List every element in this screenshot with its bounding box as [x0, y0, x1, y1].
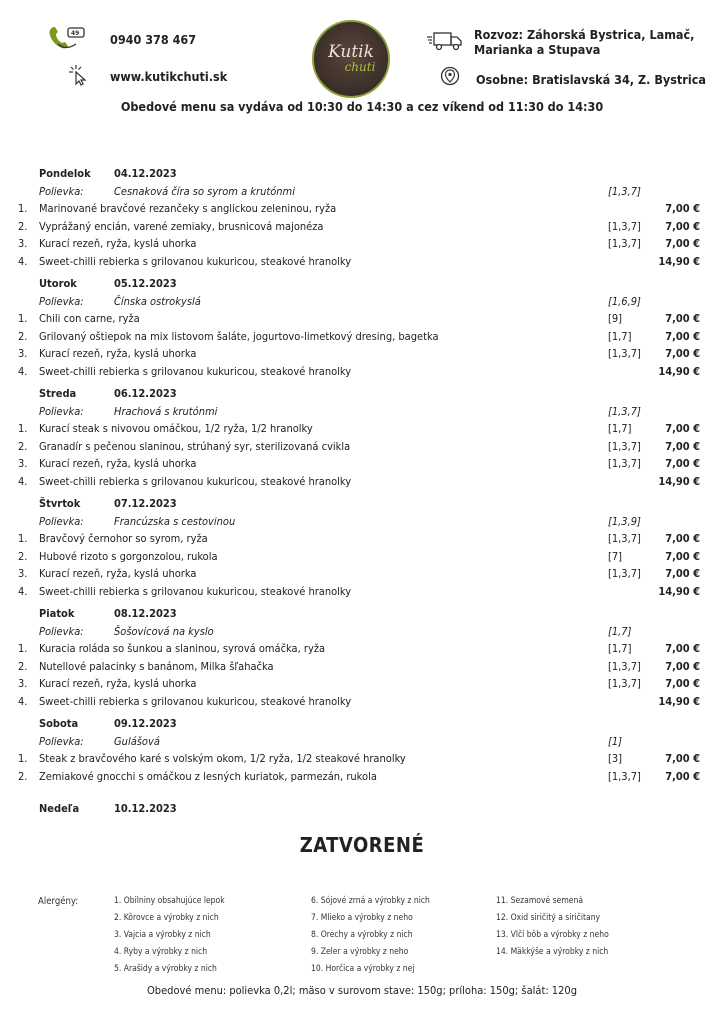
item-price: 7,00 € — [665, 532, 700, 545]
item-price: 7,00 € — [665, 567, 700, 580]
item-price: 7,00 € — [665, 329, 700, 343]
soup-allergens: [1] — [608, 734, 623, 748]
item-dish: Grilovaný oštiepok na mix listovom šaláte, jogurtovo-limetkový dresing, bagetka — [39, 329, 439, 343]
day-header — [0, 495, 724, 513]
allergen-item: 13. Vlčí bôb a výrobky z neho — [496, 930, 609, 940]
menu-item — [0, 438, 724, 456]
day-date: 05.12.2023 — [114, 277, 177, 290]
item-allergens: [1,3,7] — [608, 347, 641, 360]
logo-text-primary: Kutik — [328, 42, 374, 62]
item-price: 7,00 € — [665, 312, 700, 325]
item-price: 7,00 € — [665, 642, 700, 655]
day-name: Piatok — [39, 607, 75, 620]
item-number: 2. — [18, 329, 28, 343]
restaurant-logo — [312, 20, 390, 98]
menu-item — [0, 693, 724, 711]
item-number: 1. — [18, 312, 28, 325]
item-price: 14,90 € — [658, 694, 700, 708]
menu-item — [0, 768, 724, 786]
allergen-column-1 — [114, 893, 225, 978]
item-price: 7,00 € — [665, 677, 700, 690]
soup-row — [0, 293, 724, 311]
item-number: 3. — [18, 567, 28, 580]
menu-day — [0, 605, 724, 715]
item-price: 7,00 € — [665, 549, 700, 563]
allergen-title: Alergény: — [38, 896, 79, 907]
item-dish: Sweet-chilli rebierka s grilovanou kukuricou, steakové hranolky — [39, 254, 352, 268]
menu-item — [0, 253, 724, 271]
item-allergens: [1,3,7] — [608, 457, 641, 470]
website-url: www.kutikchuti.sk — [110, 69, 228, 84]
item-dish: Kuracia roláda so šunkou a slaninou, syrová omáčka, ryža — [39, 642, 326, 655]
allergen-column-3 — [496, 893, 609, 961]
soup-row — [0, 623, 724, 641]
item-number: 3. — [18, 237, 28, 250]
soup-name: Čínska ostrokyslá — [114, 294, 201, 308]
day-name: Utorok — [39, 277, 77, 290]
soup-label: Polievka: — [39, 514, 84, 528]
soup-label: Polievka: — [39, 404, 84, 418]
item-dish: Sweet-chilli rebierka s grilovanou kukuricou, steakové hranolky — [39, 364, 352, 378]
weekly-menu — [0, 165, 724, 825]
day-header — [0, 385, 724, 403]
item-dish: Sweet-chilli rebierka s grilovanou kukuricou, steakové hranolky — [39, 584, 352, 598]
allergen-item: 2. Kôrovce a výrobky z nich — [114, 913, 219, 923]
soup-label: Polievka: — [39, 624, 84, 638]
item-dish: Kurací rezeň, ryža, kyslá uhorka — [39, 237, 197, 250]
item-dish: Bravčový černohor so syrom, ryža — [39, 532, 208, 545]
menu-item — [0, 328, 724, 346]
allergen-item: 3. Vajcia a výrobky z nich — [114, 930, 211, 940]
day-name: Pondelok — [39, 167, 91, 180]
item-number: 2. — [18, 549, 28, 563]
allergen-item: 10. Horčica a výrobky z nej — [311, 964, 415, 974]
soup-name: Hrachová s krutónmi — [114, 404, 218, 418]
soup-label: Polievka: — [39, 734, 84, 748]
item-number: 3. — [18, 677, 28, 690]
logo-text-secondary: chuti — [344, 60, 376, 74]
item-number: 1. — [18, 752, 28, 765]
soup-name: Francúzska s cestovinou — [114, 514, 236, 528]
menu-item — [0, 200, 724, 218]
item-number: 1. — [18, 202, 28, 215]
item-dish: Kurací steak s nivovou omáčkou, 1/2 ryža, 1/2 hranolky — [39, 422, 313, 435]
portion-info: Obedové menu: polievka 0,2l; mäso v surovom stave: 150g; príloha: 150g; šalát: 120g — [147, 984, 577, 997]
item-price: 7,00 € — [665, 237, 700, 250]
item-price: 7,00 € — [665, 439, 700, 453]
item-allergens: [1,3,7] — [608, 237, 641, 250]
item-dish: Kurací rezeň, ryža, kyslá uhorka — [39, 347, 197, 360]
allergen-item: 14. Mäkkýše a výrobky z nich — [496, 947, 609, 957]
item-dish: Sweet-chilli rebierka s grilovanou kukuricou, steakové hranolky — [39, 474, 352, 488]
item-allergens: [1,3,7] — [608, 659, 641, 673]
item-allergens: [1,7] — [608, 422, 632, 435]
soup-allergens: [1,3,7] — [608, 184, 641, 198]
soup-name: Gulášová — [114, 734, 160, 748]
item-price: 7,00 € — [665, 202, 700, 215]
day-header — [0, 605, 724, 623]
menu-item — [0, 235, 724, 253]
item-price: 7,00 € — [665, 457, 700, 470]
menu-item — [0, 310, 724, 328]
day-date: 04.12.2023 — [114, 167, 177, 180]
map-pin-icon — [440, 66, 460, 93]
item-price: 7,00 € — [665, 347, 700, 360]
soup-row — [0, 403, 724, 421]
cursor-click-icon — [68, 64, 90, 89]
item-allergens: [1,3,7] — [608, 219, 641, 233]
delivery-info — [426, 27, 694, 57]
item-allergens: [3] — [608, 752, 623, 765]
phone-number: 0940 378 467 — [110, 32, 197, 47]
item-price: 14,90 € — [658, 254, 700, 268]
menu-day — [0, 385, 724, 495]
soup-label: Polievka: — [39, 294, 84, 308]
item-number: 2. — [18, 769, 28, 783]
soup-allergens: [1,6,9] — [608, 294, 641, 308]
item-price: 7,00 € — [665, 219, 700, 233]
item-number: 3. — [18, 347, 28, 360]
item-allergens: [1,3,7] — [608, 439, 641, 453]
day-header — [0, 165, 724, 183]
menu-item — [0, 675, 724, 693]
allergen-item: 8. Orechy a výrobky z nich — [311, 930, 413, 940]
item-dish: Kurací rezeň, ryža, kyslá uhorka — [39, 457, 197, 470]
day-date: 09.12.2023 — [114, 717, 177, 730]
soup-name: Šošovicová na kyslo — [114, 624, 214, 638]
menu-item — [0, 583, 724, 601]
day-name: Sobota — [39, 717, 79, 730]
item-number: 2. — [18, 219, 28, 233]
item-dish: Kurací rezeň, ryža, kyslá uhorka — [39, 567, 197, 580]
item-price: 7,00 € — [665, 752, 700, 765]
menu-day — [0, 275, 724, 385]
allergen-item: 1. Obilniny obsahujúce lepok — [114, 896, 225, 906]
menu-day — [0, 495, 724, 605]
item-number: 4. — [18, 474, 28, 488]
soup-row — [0, 733, 724, 751]
menu-item — [0, 345, 724, 363]
menu-item — [0, 548, 724, 566]
item-number: 1. — [18, 642, 28, 655]
item-number: 2. — [18, 659, 28, 673]
item-number: 4. — [18, 254, 28, 268]
item-dish: Sweet-chilli rebierka s grilovanou kukuricou, steakové hranolky — [39, 694, 352, 708]
soup-allergens: [1,7] — [608, 624, 632, 638]
menu-item — [0, 363, 724, 381]
item-dish: Zemiakové gnocchi s omáčkou z lesných kuriatok, parmezán, rukola — [39, 769, 377, 783]
menu-item — [0, 473, 724, 491]
item-dish: Chili con carne, ryža — [39, 312, 140, 325]
item-number: 4. — [18, 694, 28, 708]
item-allergens: [1,3,7] — [608, 677, 641, 690]
menu-day — [0, 165, 724, 275]
day-date: 06.12.2023 — [114, 387, 177, 400]
day-name: Nedeľa — [39, 802, 80, 815]
soup-allergens: [1,3,9] — [608, 514, 641, 528]
item-dish: Granadír s pečenou slaninou, strúhaný syr, sterilizovaná cvikla — [39, 439, 351, 453]
soup-row — [0, 513, 724, 531]
phone-contact[interactable] — [46, 24, 196, 55]
soup-name: Cesnaková číra so syrom a krutónmi — [114, 184, 295, 198]
item-number: 1. — [18, 532, 28, 545]
delivery-truck-icon — [426, 30, 464, 55]
address-text: Osobne: Bratislavská 34, Z. Bystrica — [476, 72, 706, 87]
sunday-row — [0, 800, 724, 818]
delivery-line-1: Rozvoz: Záhorská Bystrica, Lamač, — [474, 27, 695, 42]
allergen-item: 4. Ryby a výrobky z nich — [114, 947, 208, 957]
item-number: 4. — [18, 364, 28, 378]
day-date: 10.12.2023 — [114, 802, 177, 815]
allergen-column-2 — [311, 893, 430, 978]
item-allergens: [7] — [608, 549, 623, 563]
item-price: 14,90 € — [658, 474, 700, 488]
pickup-address — [440, 66, 706, 93]
allergen-item: 11. Sezamové semená — [496, 896, 584, 906]
day-date: 08.12.2023 — [114, 607, 177, 620]
allergen-item: 12. Oxid siričitý a siričitany — [496, 913, 601, 923]
item-price: 14,90 € — [658, 364, 700, 378]
item-price: 14,90 € — [658, 584, 700, 598]
item-allergens: [1,3,7] — [608, 532, 641, 545]
menu-item — [0, 530, 724, 548]
item-dish: Hubové rizoto s gorgonzolou, rukola — [39, 549, 218, 563]
serving-hours: Obedové menu sa vydáva od 10:30 do 14:30 a cez víkend od 11:30 do 14:30 — [120, 99, 604, 114]
item-number: 3. — [18, 457, 28, 470]
day-name: Štvrtok — [39, 497, 81, 510]
item-allergens: [1,3,7] — [608, 567, 641, 580]
menu-item — [0, 640, 724, 658]
allergen-item: 9. Zeler a výrobky z neho — [311, 947, 409, 957]
menu-item — [0, 455, 724, 473]
soup-allergens: [1,3,7] — [608, 404, 641, 418]
menu-item — [0, 218, 724, 236]
item-price: 7,00 € — [665, 659, 700, 673]
phone-icon — [46, 24, 90, 55]
item-allergens: [1,7] — [608, 329, 632, 343]
item-dish: Marinované bravčové rezančeky s anglickou zeleninou, ryža — [39, 202, 337, 215]
day-header — [0, 715, 724, 733]
closed-notice: ZATVORENÉ — [299, 833, 425, 857]
menu-item — [0, 420, 724, 438]
day-name: Streda — [39, 387, 77, 400]
delivery-line-2: Marianka a Stupava — [474, 42, 601, 57]
allergen-item: 7. Mlieko a výrobky z neho — [311, 913, 413, 923]
item-number: 4. — [18, 584, 28, 598]
item-allergens: [1,3,7] — [608, 769, 641, 783]
item-price: 7,00 € — [665, 422, 700, 435]
item-number: 1. — [18, 422, 28, 435]
item-price: 7,00 € — [665, 769, 700, 783]
header — [0, 0, 724, 125]
item-allergens: [9] — [608, 312, 623, 325]
menu-item — [0, 750, 724, 768]
item-dish: Vyprážaný encián, varené zemiaky, brusnicová majonéza — [39, 219, 324, 233]
svg-text:49: 49 — [71, 30, 80, 37]
menu-item — [0, 658, 724, 676]
item-dish: Steak z bravčového karé s volským okom, 1/2 ryža, 1/2 steakové hranolky — [39, 752, 406, 765]
allergen-item: 5. Arašidy a výrobky z nich — [114, 964, 217, 974]
item-dish: Kurací rezeň, ryža, kyslá uhorka — [39, 677, 197, 690]
allergen-item: 6. Sójové zrná a výrobky z nich — [311, 896, 430, 906]
menu-item — [0, 565, 724, 583]
day-date: 07.12.2023 — [114, 497, 177, 510]
soup-label: Polievka: — [39, 184, 84, 198]
website-link[interactable] — [68, 64, 227, 89]
item-number: 2. — [18, 439, 28, 453]
item-allergens: [1,7] — [608, 642, 632, 655]
item-dish: Nutellové palacinky s banánom, Milka šľahačka — [39, 659, 274, 673]
soup-row — [0, 183, 724, 201]
delivery-text — [474, 27, 694, 57]
day-header — [0, 275, 724, 293]
